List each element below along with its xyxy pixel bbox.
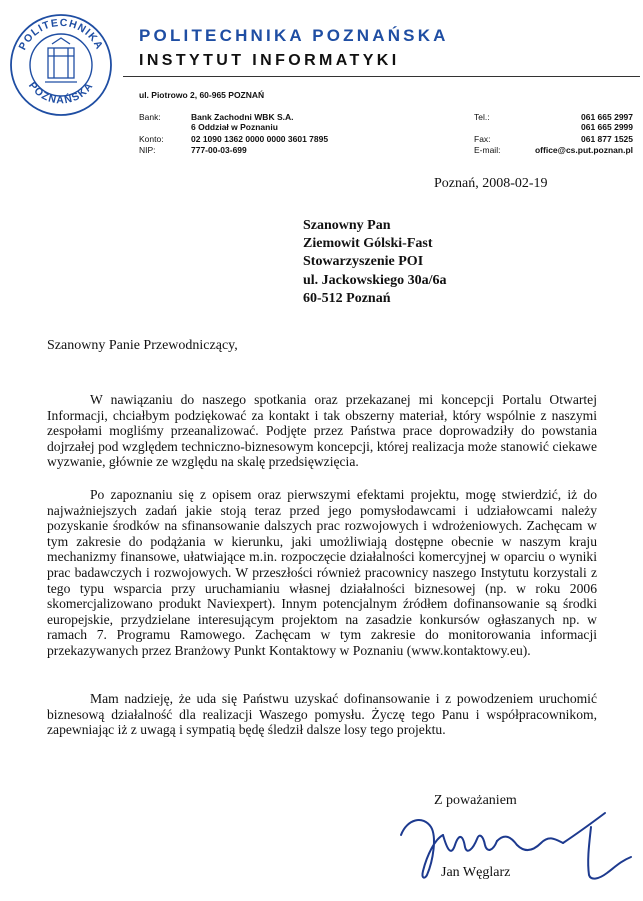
- account-number: 02 1090 1362 0000 0000 3601 7895: [191, 134, 329, 144]
- university-seal-logo: [8, 12, 114, 118]
- tel-label: Tel.:: [474, 112, 490, 122]
- coat-of-arms-icon: [45, 38, 77, 82]
- header-divider: [123, 76, 640, 77]
- email-address[interactable]: office@cs.put.poznan.pl: [534, 145, 633, 155]
- place-date: Poznań, 2008-02-19: [434, 176, 548, 191]
- nip-number: 777-00-03-699: [191, 145, 247, 155]
- body-paragraph: W nawiązaniu do naszego spotkania oraz przekazanej mi koncepcji Portalu Otwartej Informacji, chciałbym podziękować za kontakt i tak obszerny materiał, który wspólnie z naszymi zespołami mogliśmy przeanalizować. Podjęte przez Państwa prace doprowadziły do powstania dojrzałej pod względem techniczno-biznesowym koncepcji, której realizacja może stanowić ciekawe wyzwanie, głównie ze względu na skalę przedsięwzięcia.: [47, 392, 597, 470]
- fax-number: 061 877 1525: [581, 134, 633, 144]
- tel-number-1: 061 665 2997: [581, 112, 633, 122]
- body-paragraph: Mam nadzieję, że uda się Państwu uzyskać dofinansowanie i z powodzeniem uruchomić biznesową działalność dla realizacji Waszego pomysłu. Życzę tego Panu i współpracownikom, zapewniając iż z uwagą i sympatią będę śledził dalsze losy tego projektu.: [47, 691, 597, 738]
- signer-name: Jan Węglarz: [441, 865, 511, 880]
- fax-label: Fax:: [474, 134, 491, 144]
- nip-label: NIP:: [139, 145, 156, 155]
- svg-text:POZNAŃSKA: [26, 80, 96, 107]
- bank-name: Bank Zachodni WBK S.A.: [191, 112, 294, 122]
- tel-number-2: 061 665 2999: [581, 122, 633, 132]
- bank-label: Bank:: [139, 112, 161, 122]
- recipient-line: Ziemowit Gólski-Fast: [303, 236, 433, 252]
- institute-name: INSTYTUT INFORMATYKI: [139, 52, 400, 69]
- institution-name: POLITECHNIKA POZNAŃSKA: [139, 26, 449, 45]
- bank-branch: 6 Oddział w Poznaniu: [191, 122, 278, 132]
- recipient-line: Stowarzyszenie POI: [303, 254, 424, 270]
- body-paragraph: Po zapoznaniu się z opisem oraz pierwszymi efektami projektu, mogę stwierdzić, iż do najważniejszych zadań jakie stoją teraz przed jego pomysłodawcami i udziałowcami należy pozyskanie środków na sfinansowanie dalszych prac rozwojowych i wdrożeniowych. Zachęcam w tym zakresie do podążania w kierunku, jaki umożliwiają dostępne obecnie w naszym kraju mechanizmy finansowe, ułatwiające m.in. rozpoczęcie działalności komercyjnej w oparciu o wyniki prac badawczych i rozwojowych. W przeszłości również pracownicy naszego Instytutu korzystali z tego typu wsparcia przy uruchamianiu własnej działalności biznesowej (np. w roku 2006 skomercjalizowano produkt Naviexpert). Innym potencjalnym źródłem dofinansowanie są środki europejskie, przydzielane interesującym projektom na zasadzie konkursów ogłaszanych np. w ramach 7. Programu Ramowego. Zachęcam w tym zakresie do monitorowania informacji przekazywanych przez Branżowy Punkt Kontaktowy w Poznaniu (www.kontaktowy.eu).: [47, 487, 597, 658]
- recipient-line: ul. Jackowskiego 30a/6a: [303, 272, 447, 288]
- institution-address: ul. Piotrowo 2, 60-965 POZNAŃ: [139, 90, 265, 100]
- account-label: Konto:: [139, 134, 164, 144]
- handwritten-signature: [393, 805, 638, 883]
- seal-text-bottom: POZNAŃSKA: [26, 79, 96, 107]
- recipient-line: 60-512 Poznań: [303, 290, 391, 306]
- salutation: Szanowny Panie Przewodniczący,: [47, 338, 238, 353]
- seal-text-top: POLITECHNIKA: [16, 16, 106, 53]
- email-label: E-mail:: [474, 145, 501, 155]
- closing-phrase: Z poważaniem: [434, 793, 517, 808]
- recipient-block: [303, 217, 447, 308]
- recipient-line: Szanowny Pan: [303, 218, 391, 233]
